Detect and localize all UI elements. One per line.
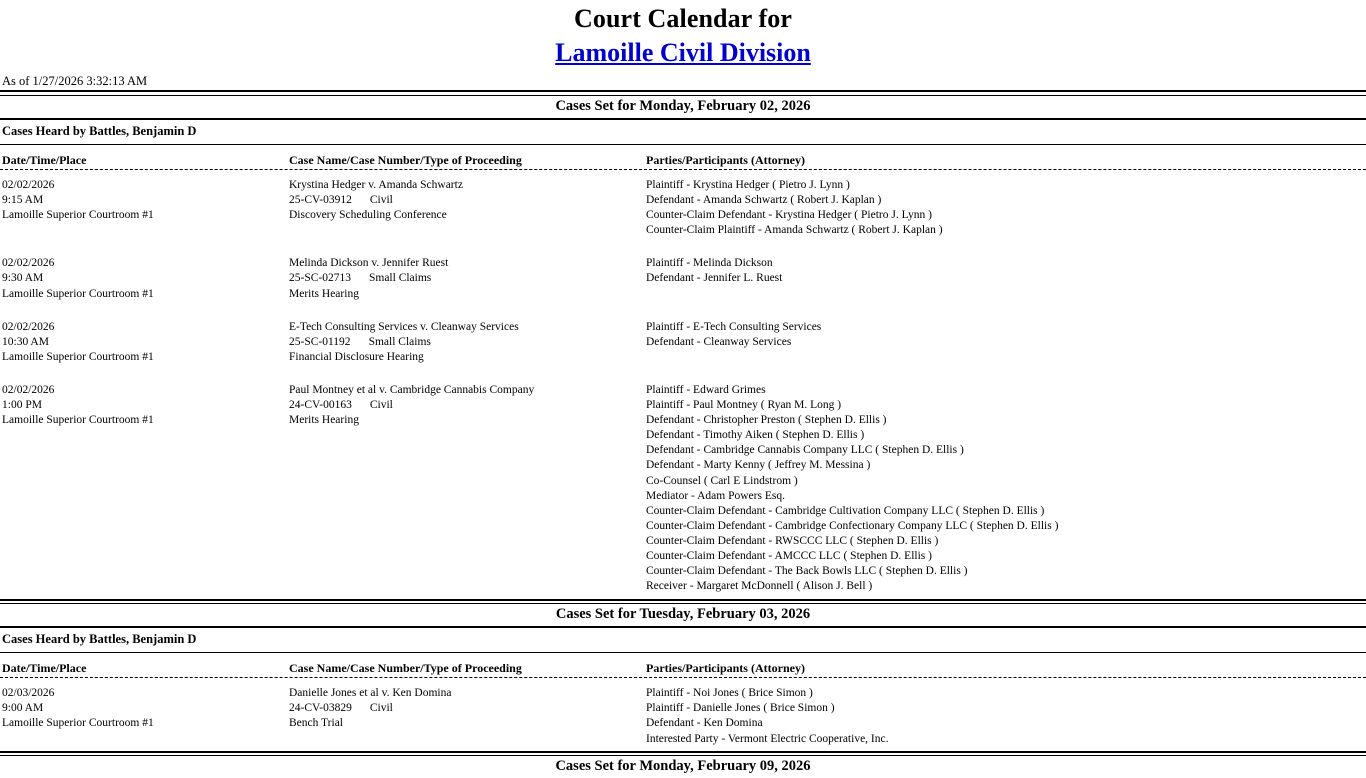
case-parties-list xyxy=(638,178,1366,238)
party-line: Interested Party - Vermont Electric Cooperative, Inc. xyxy=(646,732,889,745)
column-header-parties: Parties/Participants (Attorney) xyxy=(646,153,805,167)
party-line: Plaintiff - Melinda Dickson xyxy=(646,257,773,270)
case-number-type xyxy=(289,398,638,413)
party-line: Mediator - Adam Powers Esq. xyxy=(646,489,785,502)
case-number: 25-SC-02713 xyxy=(289,272,351,285)
party-line: Co-Counsel ( Carl E Lindstrom ) xyxy=(646,474,798,487)
party-line: Defendant - Timothy Aiken ( Stephen D. Ellis ) xyxy=(646,429,865,442)
case-time: 9:15 AM xyxy=(2,194,44,207)
case-type: Small Claims xyxy=(368,335,431,348)
party-line: Defendant - Christopher Preston ( Stephen D. Ellis ) xyxy=(646,414,887,427)
case-parties-list xyxy=(638,383,1366,594)
party-line: Plaintiff - Paul Montney ( Ryan M. Long ) xyxy=(646,399,842,412)
party-line: Counter-Claim Defendant - Cambridge Cultivation Company LLC ( Stephen D. Ellis ) xyxy=(646,504,1045,517)
case-number-type xyxy=(289,335,638,350)
party-line: Counter-Claim Defendant - The Back Bowls LLC ( Stephen D. Ellis ) xyxy=(646,565,968,578)
case-time: 10:30 AM xyxy=(2,335,49,348)
case-number: 25-SC-01192 xyxy=(289,335,351,348)
case-place: Lamoille Superior Courtroom #1 xyxy=(2,350,154,363)
case-date: 02/02/2026 xyxy=(2,320,55,333)
party-line: Defendant - Marty Kenny ( Jeffrey M. Messina ) xyxy=(646,459,871,472)
party-line: Counter-Claim Defendant - Krystina Hedger ( Pietro J. Lynn ) xyxy=(646,209,932,222)
party-line: Plaintiff - Krystina Hedger ( Pietro J. Lynn ) xyxy=(646,179,850,191)
case-type: Small Claims xyxy=(368,272,432,285)
party-line: Defendant - Amanda Schwartz ( Robert J. Kaplan ) xyxy=(646,194,882,207)
judge-heading: Cases Heard by Battles, Benjamin D xyxy=(2,632,197,647)
case-number-type xyxy=(289,701,638,716)
column-header-case: Case Name/Case Number/Type of Proceeding xyxy=(289,153,522,167)
case-place: Lamoille Superior Courtroom #1 xyxy=(2,414,154,427)
party-line: Counter-Claim Defendant - Cambridge Confectionary Company LLC ( Stephen D. Ellis ) xyxy=(646,519,1059,532)
day-band-heading: Cases Set for Tuesday, February 03, 2026 xyxy=(555,606,811,623)
case-date: 02/02/2026 xyxy=(2,179,55,191)
case-number: 24-CV-03829 xyxy=(289,702,352,715)
case-parties-list xyxy=(638,686,1366,746)
party-line: Plaintiff - E-Tech Consulting Services xyxy=(646,320,822,333)
case-type: Civil xyxy=(369,702,393,715)
table-row[interactable] xyxy=(0,678,1366,748)
case-number: 24-CV-00163 xyxy=(289,399,352,412)
case-time: 1:00 PM xyxy=(2,399,42,412)
case-proceeding: Merits Hearing xyxy=(289,414,359,427)
case-parties-list xyxy=(638,320,1366,365)
case-place: Lamoille Superior Courtroom #1 xyxy=(2,209,154,222)
column-header-case: Case Name/Case Number/Type of Proceeding xyxy=(289,661,522,676)
case-number: 25-CV-03912 xyxy=(289,194,352,207)
case-proceeding: Discovery Scheduling Conference xyxy=(289,209,447,222)
column-header-date: Date/Time/Place xyxy=(2,661,87,676)
case-number-type xyxy=(289,271,638,286)
party-line: Counter-Claim Defendant - RWSCCC LLC ( Stephen D. Ellis ) xyxy=(646,534,939,547)
case-name: Melinda Dickson v. Jennifer Ruest xyxy=(289,257,449,270)
table-row[interactable] xyxy=(0,312,1366,367)
table-row[interactable] xyxy=(0,248,1366,303)
case-proceeding: Merits Hearing xyxy=(289,287,359,300)
column-header-parties: Parties/Participants (Attorney) xyxy=(646,661,805,676)
case-proceeding: Bench Trial xyxy=(289,717,343,730)
party-line: Plaintiff - Edward Grimes xyxy=(646,383,766,396)
case-date: 02/03/2026 xyxy=(2,687,55,700)
case-number-type xyxy=(289,193,638,208)
judge-heading: Cases Heard by Battles, Benjamin D xyxy=(2,124,197,138)
party-line: Defendant - Jennifer L. Ruest xyxy=(646,272,783,285)
case-name: Paul Montney et al v. Cambridge Cannabis Company xyxy=(289,383,535,396)
case-name: E-Tech Consulting Services v. Cleanway Services xyxy=(289,320,519,333)
page-title: Court Calendar for xyxy=(574,4,792,33)
case-type: Civil xyxy=(369,194,393,207)
case-time: 9:30 AM xyxy=(2,272,44,285)
masthead xyxy=(0,0,1366,70)
case-name: Danielle Jones et al v. Ken Domina xyxy=(289,687,452,700)
case-name: Krystina Hedger v. Amanda Schwartz xyxy=(289,179,463,191)
day-band-heading: Cases Set for Monday, February 09, 2026 xyxy=(555,757,811,774)
case-type: Civil xyxy=(369,399,393,412)
case-date: 02/02/2026 xyxy=(2,383,55,396)
as-of-timestamp: As of 1/27/2026 3:32:13 AM xyxy=(2,74,148,88)
division-link[interactable]: Lamoille Civil Division xyxy=(555,38,811,67)
column-header-date: Date/Time/Place xyxy=(2,153,87,167)
column-header-row xyxy=(0,653,1366,677)
table-row[interactable] xyxy=(0,170,1366,240)
party-line: Defendant - Ken Domina xyxy=(646,717,763,730)
party-line: Plaintiff - Noi Jones ( Brice Simon ) xyxy=(646,687,813,700)
case-place: Lamoille Superior Courtroom #1 xyxy=(2,287,154,300)
column-header-row xyxy=(0,145,1366,169)
party-line: Plaintiff - Danielle Jones ( Brice Simon ) xyxy=(646,702,835,715)
case-proceeding: Financial Disclosure Hearing xyxy=(289,350,424,363)
party-line: Counter-Claim Plaintiff - Amanda Schwartz ( Robert J. Kaplan ) xyxy=(646,224,943,237)
party-line: Defendant - Cambridge Cannabis Company LLC ( Stephen D. Ellis ) xyxy=(646,444,964,457)
party-line: Counter-Claim Defendant - AMCCC LLC ( Stephen D. Ellis ) xyxy=(646,549,932,562)
day-band-heading: Cases Set for Monday, February 02, 2026 xyxy=(555,98,811,114)
party-line: Receiver - Margaret McDonnell ( Alison J. Bell ) xyxy=(646,580,873,593)
case-date: 02/02/2026 xyxy=(2,257,55,270)
party-line: Defendant - Cleanway Services xyxy=(646,335,792,348)
case-parties-list xyxy=(638,256,1366,301)
case-place: Lamoille Superior Courtroom #1 xyxy=(2,717,154,730)
case-time: 9:00 AM xyxy=(2,702,44,715)
table-row[interactable] xyxy=(0,375,1366,596)
